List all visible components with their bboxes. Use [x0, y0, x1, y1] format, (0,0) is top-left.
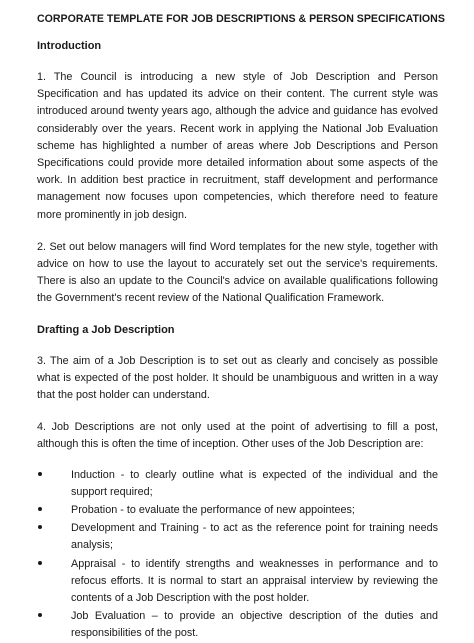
drafting-heading: Drafting a Job Description	[37, 323, 175, 336]
list-item	[37, 520, 438, 554]
paragraph-3: 3. The aim of a Job Description is to set out as clearly and concisely as possible what is expected of the post holder. It should be unambiguous and written in a way that the post holder can understand.	[37, 354, 438, 402]
list-item-text: Appraisal - to identify strengths and weaknesses in performance and to refocus efforts. It is normal to start an appraisal interview by reviewing the contents of a Job Description with the post holder.	[71, 557, 438, 605]
list-item-text: Development and Training - to act as the reference point for training needs analysis;	[71, 522, 438, 552]
list-item-text: Probation - to evaluate the performance of new appointees;	[71, 504, 355, 517]
introduction-heading: Introduction	[37, 40, 102, 52]
bullet-icon	[37, 520, 71, 537]
paragraph-1: 1. The Council is introducing a new style of Job Description and Person Specification and has updated its advice on their content. The current style was introduced around twenty years ago, although the advice and guidance has evolved considerably over the years. Recent work in applying the National Job Evaluation scheme has highlighted a number of areas where Job Descriptions and Person Specifications could provide more detailed information about some aspects of the work. In addition best practice in recruitment, staff development and performance management now focuses upon competencies, which therefore need to feature more prominently in job design.	[37, 71, 438, 221]
paragraph-2: 2. Set out below managers will find Word templates for the new style, together with advice on how to use the layout to accurately set out the service's requirements. There is also an update to the Council's advice on available qualifications following the Government's recent review of the National Qualification Framework.	[37, 240, 438, 305]
job-description-uses-list	[37, 467, 438, 643]
bullet-icon	[37, 556, 71, 573]
list-item	[37, 502, 438, 519]
bullet-icon	[37, 467, 71, 484]
list-item	[37, 467, 438, 501]
list-item	[37, 556, 438, 608]
document-title: CORPORATE TEMPLATE FOR JOB DESCRIPTIONS & PERSON SPECIFICATIONS	[37, 13, 445, 25]
list-item	[37, 608, 438, 642]
paragraph-4: 4. Job Descriptions are not only used at the point of advertising to fill a post, although this is often the time of inception. Other uses of the Job Description are:	[37, 421, 438, 451]
bullet-icon	[37, 502, 71, 519]
bullet-icon	[37, 608, 71, 625]
list-item-text: Job Evaluation – to provide an objective description of the duties and responsibilities of the post.	[71, 610, 438, 640]
list-item-text: Induction - to clearly outline what is expected of the individual and the support required;	[71, 468, 438, 498]
